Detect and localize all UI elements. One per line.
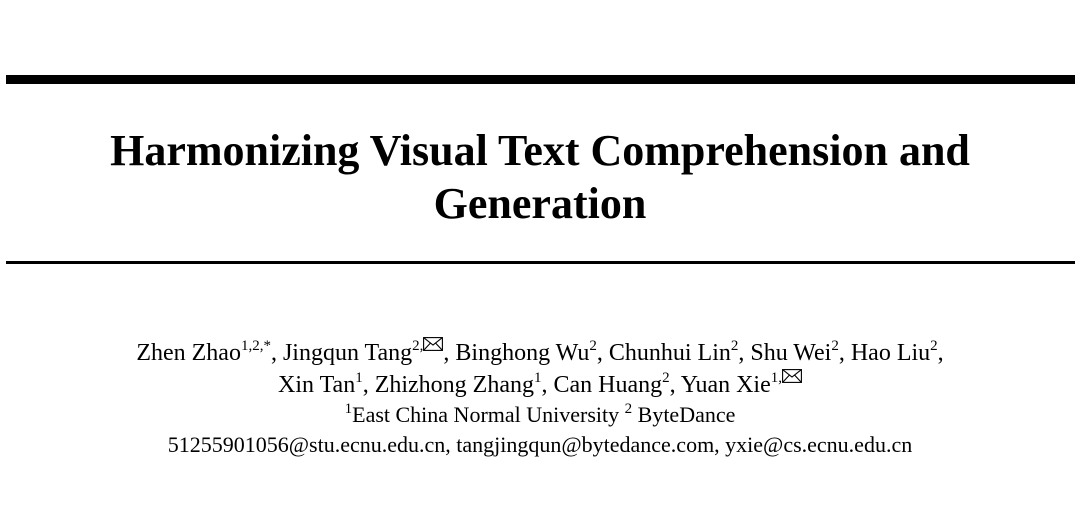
author-separator: , — [937, 340, 944, 366]
author-affil-sup: 1, — [770, 370, 782, 386]
author-name: Binghong Wu — [455, 340, 590, 366]
author-name: Chunhui Lin — [608, 340, 731, 366]
title-line-2: Generation — [433, 179, 647, 228]
envelope-icon — [782, 369, 802, 383]
affiliation-name: East China Normal University — [352, 402, 620, 427]
author-affil-sup: 1 — [534, 370, 542, 386]
envelope-icon — [423, 337, 443, 351]
author-name: Zhen Zhao — [136, 340, 241, 366]
affiliation-sup: 2 — [624, 400, 633, 417]
author-name: Yuan Xie — [680, 372, 771, 398]
author-name: Can Huang — [553, 372, 663, 398]
author-emails: 51255901056@stu.ecnu.edu.cn, tangjingqun@bytedance.com, yxie@cs.ecnu.edu.cn — [167, 432, 913, 457]
author-name: Shu Wei — [750, 340, 832, 366]
title-line-1: Harmonizing Visual Text Comprehension and — [110, 126, 970, 175]
author-separator: , — [738, 340, 751, 366]
author-affil-sup: 1,2,* — [240, 338, 271, 354]
author-separator: , — [838, 340, 851, 366]
author-affil-sup: 1 — [355, 370, 363, 386]
affiliation-sup: 1 — [344, 400, 353, 417]
author-separator: , — [541, 372, 554, 398]
paper-title — [0, 124, 1080, 230]
affiliation-name: ByteDance — [637, 402, 736, 427]
author-affil-sup: 2 — [831, 338, 839, 354]
author-separator: , — [443, 340, 456, 366]
author-affil-sup: 2 — [589, 338, 597, 354]
author-name: Jingqun Tang — [282, 340, 413, 366]
affiliations — [0, 400, 1080, 430]
author-name: Zhizhong Zhang — [374, 372, 534, 398]
top-rule — [6, 75, 1075, 84]
author-separator: , — [270, 340, 283, 366]
author-name: Xin Tan — [278, 372, 356, 398]
author-name: Hao Liu — [850, 340, 931, 366]
author-line-2 — [0, 369, 1080, 401]
author-separator: , — [362, 372, 375, 398]
author-affil-sup: 2 — [930, 338, 938, 354]
author-list — [0, 337, 1080, 401]
author-affil-sup: 2 — [662, 370, 670, 386]
author-affil-sup: 2, — [412, 338, 424, 354]
author-line-1 — [0, 337, 1080, 369]
bottom-rule — [6, 261, 1075, 264]
author-separator: , — [669, 372, 681, 398]
author-affil-sup: 2 — [730, 338, 739, 354]
author-separator: , — [596, 340, 609, 366]
